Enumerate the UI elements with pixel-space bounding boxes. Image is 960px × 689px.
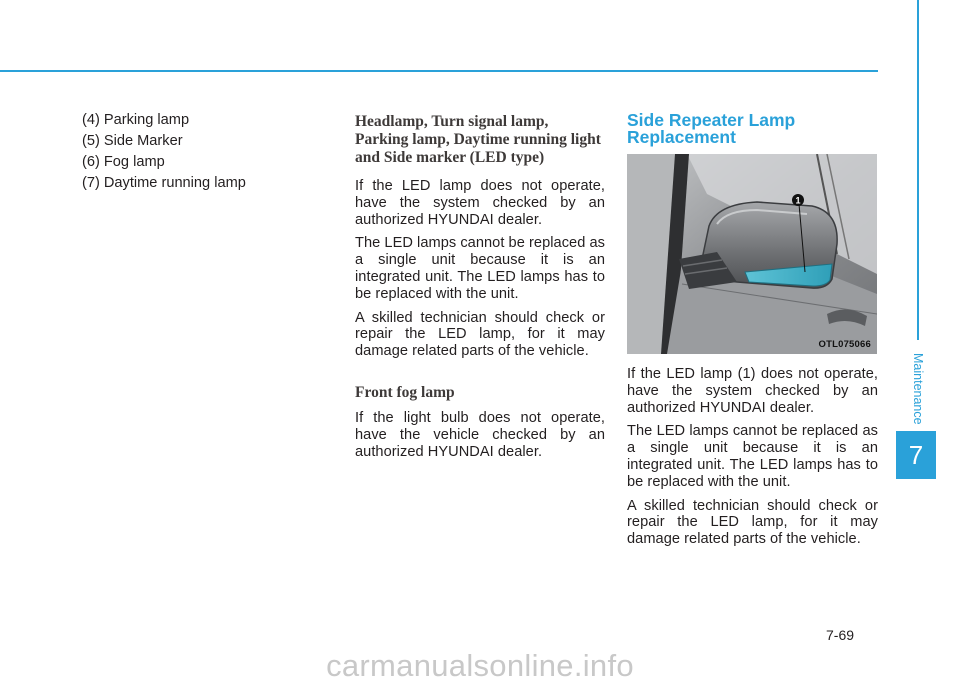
callout-number: 1: [795, 195, 801, 206]
repeater-paragraph: The LED lamps cannot be replaced as a single unit because it is an integrated unit. The LED lamps has to be replaced with the unit.: [627, 423, 878, 490]
lamp-list: [82, 110, 322, 194]
chapter-label: Maintenance: [898, 340, 938, 438]
list-item: (4) Parking lamp: [82, 112, 190, 128]
led-paragraph: A skilled technician should check or repair the LED lamp, for it may damage related parts of the vehicle.: [355, 309, 605, 360]
led-lamp-section: [355, 113, 605, 467]
chapter-number: 7: [896, 431, 936, 479]
mirror-illustration: [627, 154, 877, 354]
repeater-paragraph: A skilled technician should check or repair the LED lamp, for it may damage related parts of the vehicle.: [627, 497, 878, 548]
side-mirror-image: [627, 154, 877, 354]
list-item: (5) Side Marker: [82, 133, 183, 149]
side-repeater-section: [627, 112, 878, 555]
repeater-paragraph: If the LED lamp (1) does not operate, have the system checked by an authorized HYUNDAI dealer.: [627, 366, 878, 416]
led-paragraph: If the LED lamp does not operate, have the system checked by an authorized HYUNDAI dealer.: [355, 178, 605, 228]
fog-paragraph: If the light bulb does not operate, have the vehicle checked by an authorized HYUNDAI dealer.: [355, 409, 605, 460]
fog-heading: Front fog lamp: [355, 383, 455, 401]
led-paragraph: The LED lamps cannot be replaced as a single unit because it is an integrated unit. The LED lamps has to be replaced with the unit.: [355, 235, 605, 302]
page-number: 7-69: [826, 627, 855, 643]
chapter-side-tab: [896, 0, 936, 689]
header-rule: [0, 70, 878, 72]
list-item: (7) Daytime running lamp: [82, 175, 246, 191]
figure-code: OTL075066: [818, 339, 871, 350]
watermark-text: carmanualsonline.info: [326, 647, 634, 683]
list-item: (6) Fog lamp: [82, 154, 165, 170]
led-heading: Headlamp, Turn signal lamp, Parking lamp, Daytime running light and Side marker (LED type): [355, 113, 601, 166]
section-title: Side Repeater Lamp Replacement: [627, 110, 796, 147]
